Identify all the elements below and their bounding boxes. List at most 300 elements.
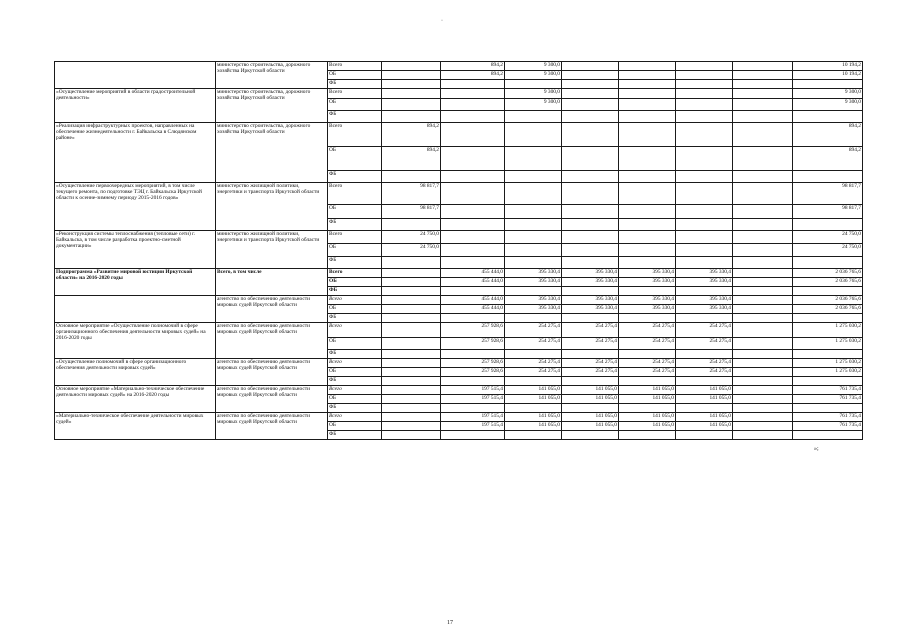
amount-cell bbox=[676, 244, 733, 257]
amount-cell: 395 330,4 bbox=[676, 296, 733, 305]
amount-cell: 141 055,0 bbox=[676, 395, 733, 404]
amount-cell bbox=[562, 183, 619, 205]
amount-cell bbox=[562, 404, 619, 413]
amount-cell bbox=[733, 350, 793, 359]
amount-cell: 141 055,0 bbox=[619, 386, 676, 395]
budget-table bbox=[54, 61, 863, 440]
amount-cell bbox=[733, 305, 793, 314]
amount-cell bbox=[619, 431, 676, 440]
amount-cell bbox=[619, 287, 676, 296]
program-name-cell: Основное мероприятие «Осуществление полномочий в сфере организационного обеспечения деятельности мировых судей» на 2016-2020 годы bbox=[55, 323, 216, 359]
corner-mark: »; bbox=[814, 446, 819, 452]
executor-cell: министерство жилищной политики, энергетики и транспорта Иркутской области bbox=[216, 183, 328, 231]
amount-cell bbox=[505, 404, 562, 413]
program-name-cell bbox=[55, 296, 216, 323]
amount-cell bbox=[505, 431, 562, 440]
amount-cell bbox=[382, 71, 441, 80]
amount-cell bbox=[382, 80, 441, 89]
program-name-cell: «Осуществление мероприятий в области градостроительной деятельности» bbox=[55, 89, 216, 123]
table-row bbox=[55, 231, 863, 244]
amount-cell bbox=[733, 368, 793, 377]
funding-source-cell: ФБ bbox=[328, 404, 382, 413]
amount-cell bbox=[733, 338, 793, 350]
amount-cell bbox=[733, 244, 793, 257]
amount-cell bbox=[382, 323, 441, 338]
amount-cell bbox=[676, 431, 733, 440]
amount-cell bbox=[505, 183, 562, 205]
amount-cell bbox=[676, 111, 733, 123]
amount-cell: 254 275,4 bbox=[619, 368, 676, 377]
amount-cell bbox=[562, 244, 619, 257]
amount-cell: 254 275,4 bbox=[676, 323, 733, 338]
amount-cell bbox=[676, 314, 733, 323]
amount-cell: 9 300,0 bbox=[505, 89, 562, 99]
funding-source-cell: Всего bbox=[328, 269, 382, 278]
funding-source-cell: Всего bbox=[328, 62, 382, 71]
amount-cell bbox=[793, 314, 863, 323]
amount-cell bbox=[733, 278, 793, 287]
amount-cell: 254 275,4 bbox=[505, 368, 562, 377]
amount-cell: 395 330,4 bbox=[562, 269, 619, 278]
amount-cell bbox=[793, 287, 863, 296]
program-name-cell: «Осуществление полномочий в сфере организационного обеспечения деятельности мировых судей» bbox=[55, 359, 216, 386]
funding-source-cell: ФБ bbox=[328, 219, 382, 231]
amount-cell bbox=[676, 171, 733, 183]
funding-source-cell: Всего bbox=[328, 231, 382, 244]
amount-cell: 395 330,4 bbox=[676, 305, 733, 314]
amount-cell: 455 444,0 bbox=[441, 269, 505, 278]
amount-cell bbox=[619, 80, 676, 89]
amount-cell bbox=[505, 111, 562, 123]
amount-cell: 141 055,0 bbox=[619, 413, 676, 422]
amount-cell bbox=[733, 71, 793, 80]
amount-cell bbox=[382, 368, 441, 377]
amount-cell bbox=[441, 147, 505, 171]
amount-cell bbox=[733, 257, 793, 269]
page-number: 17 bbox=[447, 620, 453, 626]
amount-cell: 257 928,6 bbox=[441, 368, 505, 377]
amount-cell: 141 055,0 bbox=[676, 413, 733, 422]
amount-cell: 24 750,0 bbox=[382, 244, 441, 257]
amount-cell: 141 055,0 bbox=[505, 413, 562, 422]
amount-cell: 894,2 bbox=[441, 62, 505, 71]
funding-source-cell: Всего bbox=[328, 386, 382, 395]
table-row bbox=[55, 323, 863, 338]
table-row bbox=[55, 123, 863, 147]
amount-cell bbox=[619, 62, 676, 71]
amount-cell bbox=[733, 404, 793, 413]
amount-cell: 254 275,4 bbox=[505, 338, 562, 350]
amount-cell bbox=[676, 404, 733, 413]
amount-cell: 2 036 765,6 bbox=[793, 269, 863, 278]
amount-cell: 254 275,4 bbox=[676, 338, 733, 350]
funding-source-cell: Всего bbox=[328, 89, 382, 99]
amount-cell bbox=[793, 171, 863, 183]
amount-cell: 395 330,4 bbox=[505, 305, 562, 314]
amount-cell: 1 275 030,2 bbox=[793, 338, 863, 350]
amount-cell bbox=[505, 314, 562, 323]
amount-cell: 395 330,4 bbox=[505, 296, 562, 305]
amount-cell bbox=[382, 377, 441, 386]
amount-cell bbox=[382, 413, 441, 422]
table-row bbox=[55, 359, 863, 368]
amount-cell bbox=[562, 147, 619, 171]
amount-cell bbox=[733, 431, 793, 440]
amount-cell: 141 055,0 bbox=[676, 386, 733, 395]
amount-cell bbox=[676, 287, 733, 296]
amount-cell bbox=[382, 296, 441, 305]
amount-cell: 98 817,7 bbox=[793, 183, 863, 205]
funding-source-cell: ОБ bbox=[328, 338, 382, 350]
amount-cell bbox=[441, 231, 505, 244]
amount-cell bbox=[562, 123, 619, 147]
amount-cell: 395 330,4 bbox=[676, 269, 733, 278]
amount-cell bbox=[382, 269, 441, 278]
amount-cell bbox=[505, 244, 562, 257]
amount-cell bbox=[441, 257, 505, 269]
amount-cell bbox=[733, 269, 793, 278]
amount-cell: 98 817,7 bbox=[382, 183, 441, 205]
amount-cell bbox=[793, 350, 863, 359]
amount-cell bbox=[441, 219, 505, 231]
amount-cell bbox=[382, 359, 441, 368]
amount-cell: 894,2 bbox=[382, 123, 441, 147]
amount-cell bbox=[562, 89, 619, 99]
amount-cell bbox=[733, 62, 793, 71]
amount-cell bbox=[619, 314, 676, 323]
amount-cell bbox=[441, 314, 505, 323]
amount-cell bbox=[441, 431, 505, 440]
amount-cell: 141 055,0 bbox=[562, 395, 619, 404]
amount-cell: 761 735,4 bbox=[793, 395, 863, 404]
amount-cell bbox=[441, 287, 505, 296]
amount-cell bbox=[793, 80, 863, 89]
funding-source-cell: ОБ bbox=[328, 147, 382, 171]
funding-source-cell: Всего bbox=[328, 323, 382, 338]
amount-cell bbox=[793, 219, 863, 231]
amount-cell bbox=[619, 350, 676, 359]
amount-cell: 395 330,4 bbox=[619, 278, 676, 287]
amount-cell bbox=[676, 71, 733, 80]
amount-cell: 9 300,0 bbox=[793, 89, 863, 99]
amount-cell bbox=[441, 80, 505, 89]
program-name-cell: Подпрограмма «Развитие мировой юстиции Иркутской области» на 2016-2020 годы bbox=[55, 269, 216, 296]
funding-source-cell: Всего bbox=[328, 123, 382, 147]
amount-cell: 141 055,0 bbox=[676, 422, 733, 431]
amount-cell bbox=[733, 99, 793, 111]
amount-cell bbox=[382, 257, 441, 269]
amount-cell: 10 194,2 bbox=[793, 71, 863, 80]
amount-cell bbox=[382, 431, 441, 440]
amount-cell bbox=[505, 350, 562, 359]
amount-cell bbox=[382, 171, 441, 183]
funding-source-cell: ФБ bbox=[328, 80, 382, 89]
funding-source-cell: Всего bbox=[328, 296, 382, 305]
amount-cell: 254 275,4 bbox=[562, 338, 619, 350]
funding-source-cell: ФБ bbox=[328, 287, 382, 296]
amount-cell bbox=[619, 89, 676, 99]
amount-cell bbox=[382, 219, 441, 231]
amount-cell bbox=[676, 183, 733, 205]
amount-cell bbox=[733, 395, 793, 404]
program-name-cell: «Осуществление первоочередных мероприятий, в том числе текущего ремонта, по подготовке ТЭЦ г. Байкальска Иркутской области к осенне-зимнему периоду 2015-2016 годов» bbox=[55, 183, 216, 231]
funding-source-cell: ФБ bbox=[328, 111, 382, 123]
amount-cell bbox=[619, 219, 676, 231]
amount-cell: 98 817,7 bbox=[382, 205, 441, 219]
table-row bbox=[55, 386, 863, 395]
amount-cell bbox=[676, 99, 733, 111]
funding-source-cell: ОБ bbox=[328, 368, 382, 377]
amount-cell bbox=[733, 359, 793, 368]
amount-cell: 395 330,4 bbox=[562, 305, 619, 314]
amount-cell: 395 330,4 bbox=[562, 278, 619, 287]
amount-cell bbox=[382, 287, 441, 296]
amount-cell bbox=[733, 147, 793, 171]
table-row bbox=[55, 62, 863, 71]
table-row bbox=[55, 269, 863, 278]
amount-cell bbox=[619, 404, 676, 413]
amount-cell: 197 515,4 bbox=[441, 422, 505, 431]
amount-cell bbox=[505, 171, 562, 183]
amount-cell: 761 735,4 bbox=[793, 413, 863, 422]
amount-cell bbox=[676, 257, 733, 269]
amount-cell bbox=[619, 183, 676, 205]
amount-cell bbox=[441, 205, 505, 219]
amount-cell: 254 275,4 bbox=[619, 323, 676, 338]
amount-cell bbox=[676, 205, 733, 219]
amount-cell: 141 055,0 bbox=[505, 395, 562, 404]
amount-cell: 395 330,4 bbox=[619, 305, 676, 314]
executor-cell: министерство строительства, дорожного хозяйства Иркутской области bbox=[216, 123, 328, 183]
executor-cell: агентство по обеспечению деятельности мировых судей Иркутской области bbox=[216, 323, 328, 359]
amount-cell bbox=[619, 244, 676, 257]
amount-cell bbox=[382, 386, 441, 395]
amount-cell bbox=[793, 431, 863, 440]
funding-source-cell: ФБ bbox=[328, 350, 382, 359]
amount-cell bbox=[793, 257, 863, 269]
amount-cell: 9 300,0 bbox=[505, 71, 562, 80]
amount-cell: 254 275,4 bbox=[562, 323, 619, 338]
amount-cell bbox=[676, 147, 733, 171]
amount-cell bbox=[505, 205, 562, 219]
amount-cell: 894,2 bbox=[793, 147, 863, 171]
amount-cell: 761 735,4 bbox=[793, 422, 863, 431]
amount-cell bbox=[733, 314, 793, 323]
amount-cell: 10 194,2 bbox=[793, 62, 863, 71]
amount-cell bbox=[382, 111, 441, 123]
amount-cell bbox=[562, 287, 619, 296]
amount-cell bbox=[441, 404, 505, 413]
funding-source-cell: Всего bbox=[328, 183, 382, 205]
amount-cell bbox=[441, 123, 505, 147]
amount-cell bbox=[562, 71, 619, 80]
amount-cell: 395 330,4 bbox=[505, 269, 562, 278]
amount-cell bbox=[441, 377, 505, 386]
amount-cell bbox=[382, 350, 441, 359]
amount-cell: 254 275,4 bbox=[562, 359, 619, 368]
amount-cell bbox=[382, 305, 441, 314]
funding-source-cell: ОБ bbox=[328, 395, 382, 404]
amount-cell: 257 928,6 bbox=[441, 323, 505, 338]
table-row bbox=[55, 413, 863, 422]
funding-source-cell: ОБ bbox=[328, 305, 382, 314]
amount-cell: 254 275,4 bbox=[619, 359, 676, 368]
amount-cell bbox=[676, 231, 733, 244]
funding-source-cell: Всего bbox=[328, 413, 382, 422]
amount-cell bbox=[733, 386, 793, 395]
amount-cell: 9 300,0 bbox=[505, 99, 562, 111]
amount-cell bbox=[382, 395, 441, 404]
amount-cell bbox=[619, 205, 676, 219]
amount-cell bbox=[382, 422, 441, 431]
amount-cell bbox=[562, 205, 619, 219]
amount-cell bbox=[505, 377, 562, 386]
amount-cell bbox=[619, 123, 676, 147]
amount-cell bbox=[562, 257, 619, 269]
amount-cell bbox=[619, 171, 676, 183]
amount-cell bbox=[676, 80, 733, 89]
funding-source-cell: ОБ bbox=[328, 278, 382, 287]
program-name-cell: «Реализация инфраструктурных проектов, направленных на обеспечение жизнедеятельности г. Байкальска в Слюдянском районе» bbox=[55, 123, 216, 183]
amount-cell bbox=[733, 422, 793, 431]
funding-source-cell: ОБ bbox=[328, 71, 382, 80]
amount-cell bbox=[505, 219, 562, 231]
amount-cell: 141 055,0 bbox=[505, 422, 562, 431]
amount-cell: 24 750,0 bbox=[382, 231, 441, 244]
executor-cell: агентство по обеспечению деятельности мировых судей Иркутской области bbox=[216, 296, 328, 323]
funding-source-cell: ФБ bbox=[328, 431, 382, 440]
amount-cell bbox=[676, 219, 733, 231]
amount-cell bbox=[505, 287, 562, 296]
amount-cell: 254 275,4 bbox=[676, 359, 733, 368]
amount-cell bbox=[619, 377, 676, 386]
amount-cell bbox=[676, 89, 733, 99]
amount-cell: 197 515,4 bbox=[441, 413, 505, 422]
amount-cell: 257 928,6 bbox=[441, 338, 505, 350]
amount-cell bbox=[441, 111, 505, 123]
amount-cell bbox=[733, 296, 793, 305]
amount-cell bbox=[562, 80, 619, 89]
amount-cell: 395 330,4 bbox=[619, 269, 676, 278]
amount-cell: 24 750,0 bbox=[793, 231, 863, 244]
amount-cell bbox=[382, 89, 441, 99]
amount-cell bbox=[505, 231, 562, 244]
amount-cell: 254 275,4 bbox=[562, 368, 619, 377]
amount-cell bbox=[733, 219, 793, 231]
amount-cell bbox=[505, 147, 562, 171]
funding-source-cell: ФБ bbox=[328, 257, 382, 269]
amount-cell bbox=[733, 231, 793, 244]
funding-source-cell: ФБ bbox=[328, 377, 382, 386]
amount-cell bbox=[676, 62, 733, 71]
amount-cell bbox=[676, 350, 733, 359]
amount-cell: 395 330,4 bbox=[619, 296, 676, 305]
amount-cell bbox=[562, 231, 619, 244]
executor-cell: агентство по обеспечению деятельности мировых судей Иркутской области bbox=[216, 413, 328, 440]
amount-cell: 254 275,4 bbox=[676, 368, 733, 377]
amount-cell: 141 055,0 bbox=[619, 422, 676, 431]
amount-cell bbox=[733, 89, 793, 99]
amount-cell: 894,2 bbox=[441, 71, 505, 80]
amount-cell bbox=[793, 111, 863, 123]
funding-source-cell: Всего bbox=[328, 359, 382, 368]
amount-cell: 141 055,0 bbox=[562, 386, 619, 395]
program-name-cell: «Реконструкция системы теплоснабжения (тепловые сети) г. Байкальска, в том числе разработка проектно-сметной документации» bbox=[55, 231, 216, 269]
amount-cell bbox=[733, 111, 793, 123]
amount-cell bbox=[733, 80, 793, 89]
amount-cell bbox=[382, 62, 441, 71]
amount-cell bbox=[382, 338, 441, 350]
amount-cell bbox=[562, 431, 619, 440]
funding-source-cell: ФБ bbox=[328, 171, 382, 183]
amount-cell bbox=[793, 404, 863, 413]
amount-cell bbox=[441, 183, 505, 205]
amount-cell bbox=[382, 404, 441, 413]
amount-cell: 254 275,4 bbox=[505, 359, 562, 368]
budget-table-body bbox=[55, 62, 863, 440]
amount-cell: 9 300,0 bbox=[505, 62, 562, 71]
amount-cell: 141 055,0 bbox=[505, 386, 562, 395]
amount-cell: 2 036 765,6 bbox=[793, 278, 863, 287]
amount-cell bbox=[619, 111, 676, 123]
scan-dot: · bbox=[441, 18, 443, 24]
amount-cell bbox=[441, 89, 505, 99]
amount-cell: 894,2 bbox=[382, 147, 441, 171]
amount-cell bbox=[619, 257, 676, 269]
program-name-cell: «Материально-техническое обеспечение деятельности мировых судей» bbox=[55, 413, 216, 440]
amount-cell: 197 515,4 bbox=[441, 395, 505, 404]
amount-cell bbox=[733, 123, 793, 147]
amount-cell bbox=[562, 62, 619, 71]
program-name-cell: Основное мероприятие «Материально-техническое обеспечение деятельности мировых судей» на 2016-2020 годы bbox=[55, 386, 216, 413]
amount-cell: 9 300,0 bbox=[793, 99, 863, 111]
executor-cell: Всего, в том числе bbox=[216, 269, 328, 296]
amount-cell: 2 036 765,6 bbox=[793, 296, 863, 305]
amount-cell bbox=[441, 171, 505, 183]
amount-cell: 455 444,0 bbox=[441, 296, 505, 305]
amount-cell: 395 330,4 bbox=[562, 296, 619, 305]
amount-cell bbox=[562, 314, 619, 323]
amount-cell: 24 750,0 bbox=[793, 244, 863, 257]
funding-source-cell: ОБ bbox=[328, 99, 382, 111]
amount-cell: 141 055,0 bbox=[562, 413, 619, 422]
amount-cell: 455 444,0 bbox=[441, 278, 505, 287]
executor-cell: агентство по обеспечению деятельности мировых судей Иркутской области bbox=[216, 386, 328, 413]
amount-cell bbox=[562, 111, 619, 123]
amount-cell bbox=[733, 183, 793, 205]
program-name-cell bbox=[55, 62, 216, 89]
amount-cell bbox=[562, 171, 619, 183]
amount-cell bbox=[733, 171, 793, 183]
amount-cell bbox=[505, 257, 562, 269]
funding-source-cell: ФБ bbox=[328, 314, 382, 323]
table-row bbox=[55, 296, 863, 305]
amount-cell: 1 275 030,2 bbox=[793, 359, 863, 368]
amount-cell: 1 275 030,2 bbox=[793, 323, 863, 338]
amount-cell: 1 275 030,2 bbox=[793, 368, 863, 377]
amount-cell bbox=[441, 350, 505, 359]
amount-cell bbox=[733, 323, 793, 338]
amount-cell: 141 055,0 bbox=[619, 395, 676, 404]
funding-source-cell: ОБ bbox=[328, 244, 382, 257]
amount-cell: 455 444,0 bbox=[441, 305, 505, 314]
amount-cell: 254 275,4 bbox=[619, 338, 676, 350]
amount-cell bbox=[793, 377, 863, 386]
amount-cell bbox=[733, 413, 793, 422]
funding-source-cell: ОБ bbox=[328, 205, 382, 219]
amount-cell bbox=[441, 99, 505, 111]
amount-cell bbox=[676, 377, 733, 386]
